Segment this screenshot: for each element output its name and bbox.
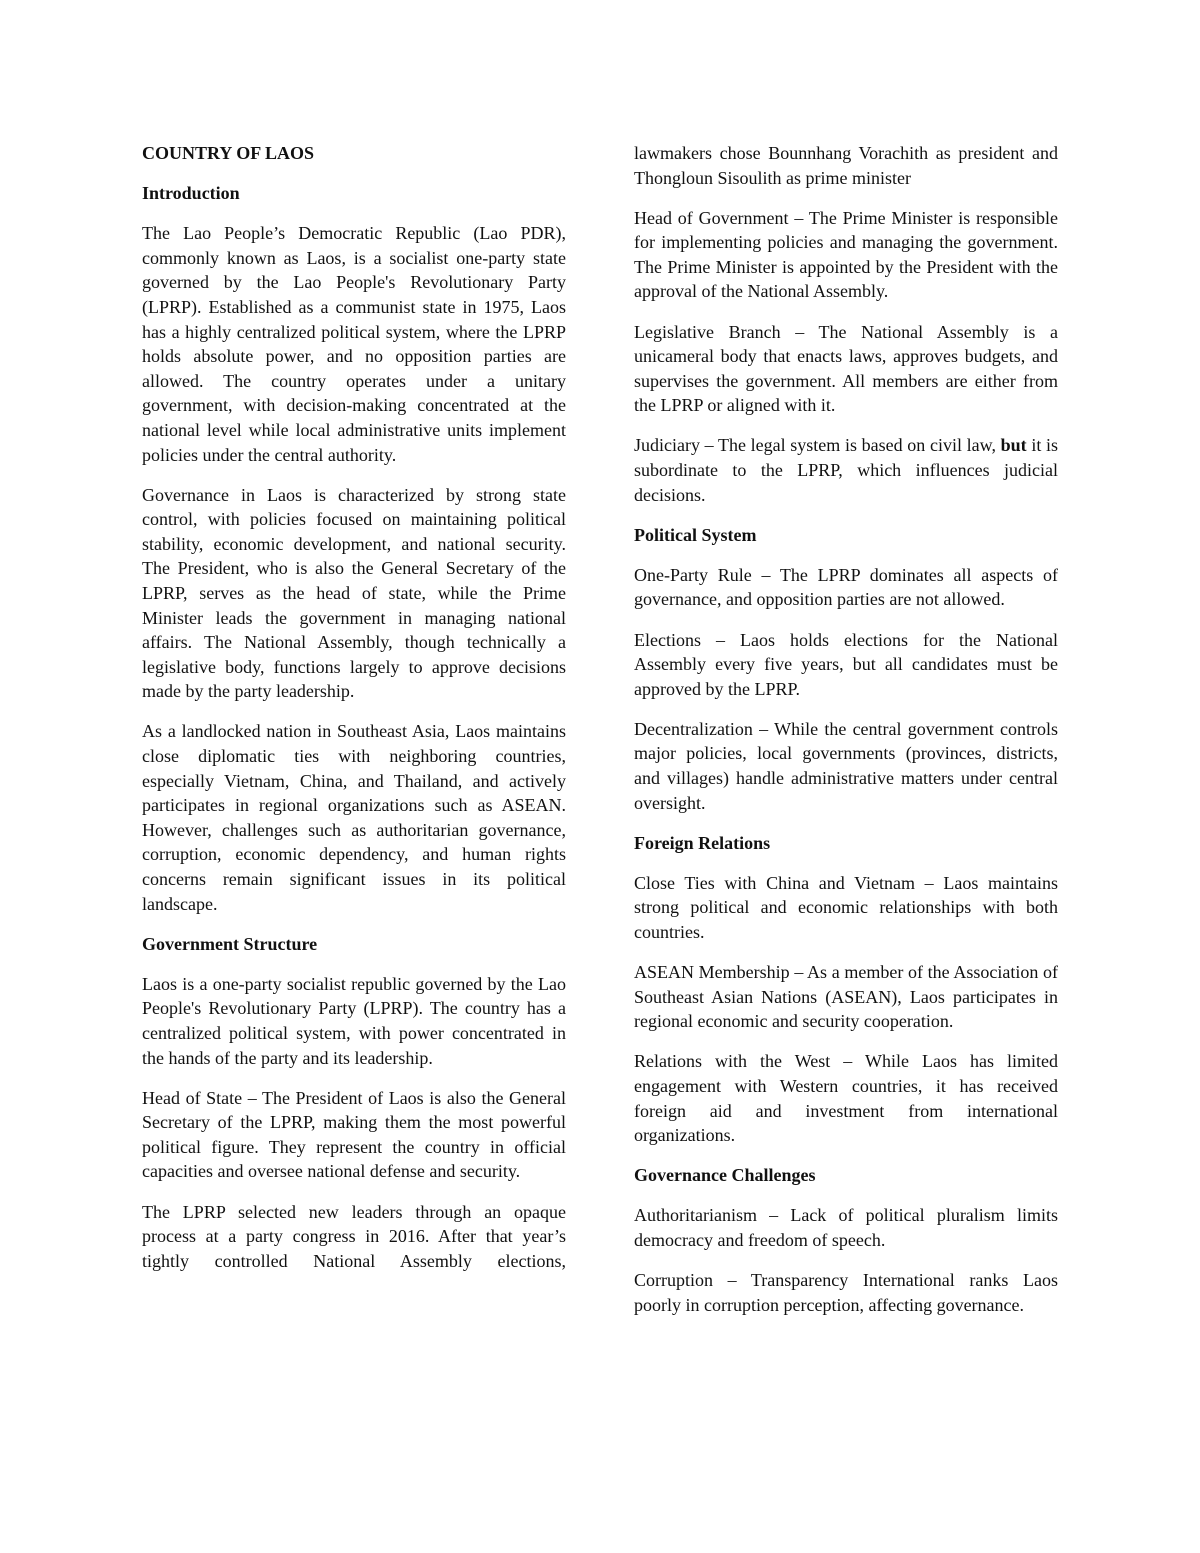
judiciary-text-start: Judiciary – The legal system is based on civil law, bbox=[634, 435, 1001, 456]
authoritarianism-paragraph: Authoritarianism – Lack of political pluralism limits democracy and freedom of speech. bbox=[634, 1205, 1058, 1250]
judiciary-paragraph bbox=[634, 433, 1058, 507]
left-column bbox=[142, 141, 566, 1289]
relations-with-west-paragraph: Relations with the West – While Laos has limited engagement with Western countries, it has received foreign aid and investment from international organizations. bbox=[634, 1051, 1058, 1146]
one-party-rule-paragraph: One-Party Rule – The LPRP dominates all aspects of governance, and opposition parties are not allowed. bbox=[634, 564, 1058, 610]
right-column bbox=[634, 141, 1058, 1333]
government-structure-paragraph-1: Laos is a one-party socialist republic governed by the Lao People's Revolutionary Party (LPRP). The country has a centralized political system, with power concentrated in the hands of the party and its leadership. bbox=[142, 973, 566, 1068]
document-title: COUNTRY OF LAOS bbox=[142, 143, 315, 163]
china-vietnam-ties-paragraph: Close Ties with China and Vietnam – Laos maintains strong political and economic relationships with both countries. bbox=[634, 872, 1058, 942]
legislative-branch-paragraph: Legislative Branch – The National Assembly is a unicameral body that enacts laws, approves budgets, and supervises the government. All members are either from the LPRP or aligned with it. bbox=[634, 321, 1058, 416]
government-structure-heading: Government Structure bbox=[142, 933, 318, 954]
intro-paragraph-3: As a landlocked nation in Southeast Asia, Laos maintains close diplomatic ties with neighboring countries, especially Vietnam, China, and Thailand, and actively participates in regional organizations such as ASEAN. However, challenges such as authoritarian governance, corruption, economic dependency, and human rights concerns remain significant issues in its political landscape. bbox=[142, 721, 566, 914]
leadership-selection-continued: lawmakers chose Bounnhang Vorachith as president and Thongloun Sisoulith as prime minister bbox=[634, 143, 1058, 188]
intro-paragraph-1: The Lao People’s Democratic Republic (Lao PDR), commonly known as Laos, is a socialist one-party state governed by the Lao People's Revolutionary Party (LPRP). Established as a communist state in 1975, Laos has a highly centralized political system, where the LPRP holds absolute power, and no opposition parties are allowed. The country operates under a unitary government, with decision-making concentrated at the national level while local administrative units implement policies under the central authority. bbox=[142, 223, 566, 465]
corruption-paragraph: Corruption – Transparency International ranks Laos poorly in corruption perception, affecting governance. bbox=[634, 1269, 1058, 1315]
head-of-state-paragraph: Head of State – The President of Laos is also the General Secretary of the LPRP, making them the most powerful political figure. They represent the country in official capacities and oversee national defense and security. bbox=[142, 1087, 566, 1182]
asean-membership-paragraph: ASEAN Membership – As a member of the Association of Southeast Asian Nations (ASEAN), Laos participates in regional economic and security cooperation. bbox=[634, 962, 1058, 1032]
leadership-selection-paragraph: The LPRP selected new leaders through an opaque process at a party congress in 2016. After that year’s tightly controlled National Assembly elections, bbox=[142, 1201, 566, 1271]
intro-paragraph-2: Governance in Laos is characterized by strong state control, with policies focused on maintaining political stability, economic development, and national security. The President, who is also the General Secretary of the LPRP, serves as the head of state, while the Prime Minister leads the government in managing national affairs. The National Assembly, though technically a legislative body, functions largely to approve decisions made by the party leadership. bbox=[142, 484, 566, 702]
governance-challenges-heading: Governance Challenges bbox=[634, 1165, 816, 1186]
foreign-relations-heading: Foreign Relations bbox=[634, 832, 771, 853]
judiciary-text-end: it is subordinate to the LPRP, which influences judicial decisions. bbox=[634, 435, 1059, 505]
judiciary-bold-word: but bbox=[1000, 435, 1027, 456]
head-of-government-paragraph: Head of Government – The Prime Minister is responsible for implementing policies and managing the government. The Prime Minister is appointed by the President with the approval of the National Assembly. bbox=[634, 207, 1058, 302]
elections-paragraph: Elections – Laos holds elections for the National Assembly every five years, but all candidates must be approved by the LPRP. bbox=[634, 629, 1058, 699]
decentralization-paragraph: Decentralization – While the central government controls major policies, local governments (provinces, districts, and villages) handle administrative matters under central oversight. bbox=[634, 718, 1058, 813]
introduction-heading: Introduction bbox=[142, 183, 240, 204]
political-system-heading: Political System bbox=[634, 524, 757, 545]
